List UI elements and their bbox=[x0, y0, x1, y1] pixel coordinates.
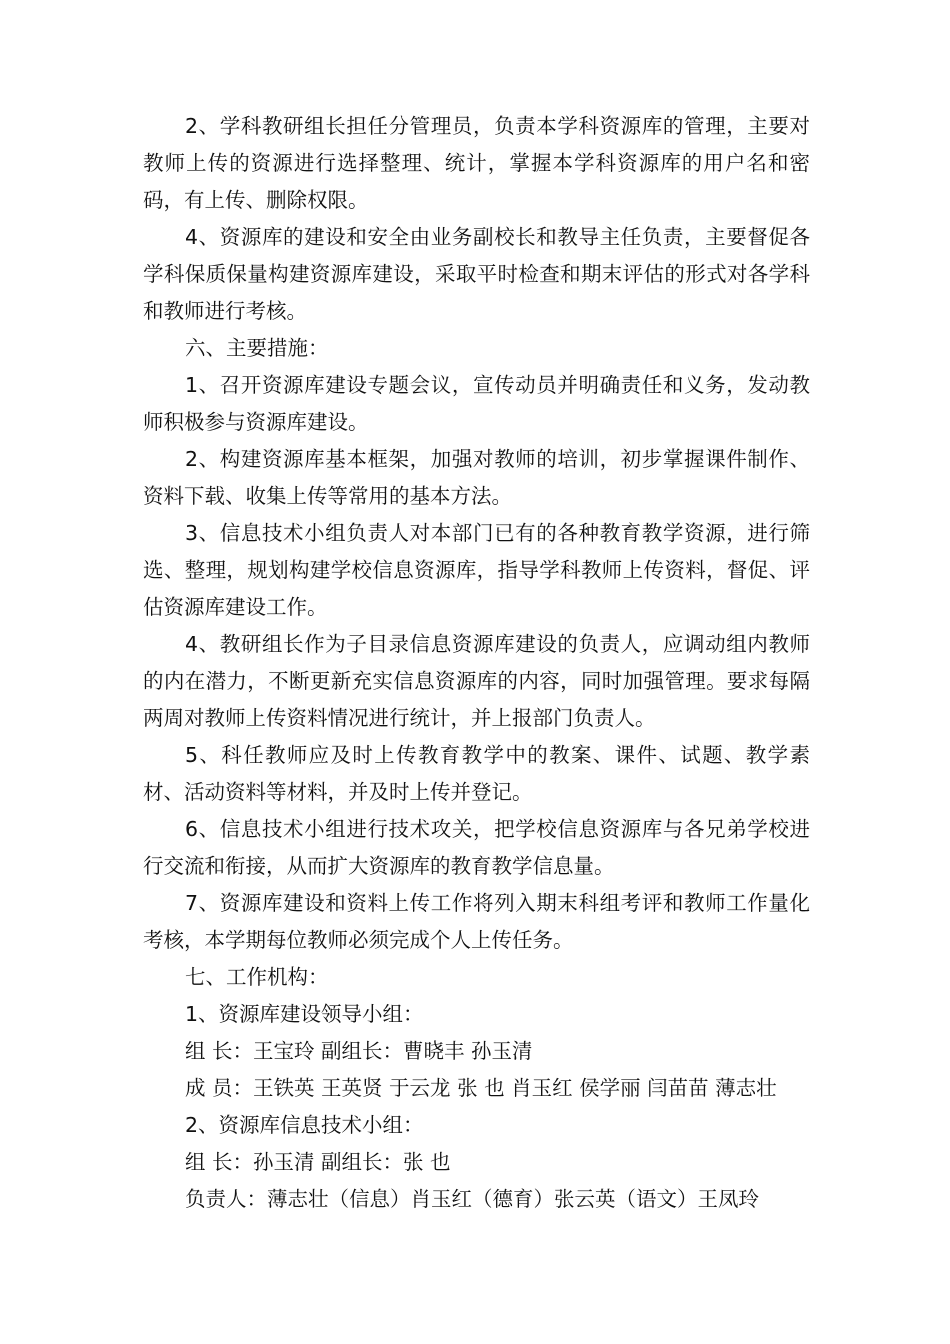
paragraph-security-duty: 4、资源库的建设和安全由业务副校长和教导主任负责，主要督促各学科保质保量构建资源库建设，采取平时检查和期末评估的形式对各学科和教师进行考核。 bbox=[143, 225, 810, 323]
measure-item-7: 7、资源库建设和资料上传工作将列入期末科组考评和教师工作量化考核，本学期每位教师必须完成个人上传任务。 bbox=[143, 891, 810, 952]
measure-item-6: 6、信息技术小组进行技术攻关，把学校信息资源库与各兄弟学校进行交流和衔接，从而扩大资源库的教育教学信息量。 bbox=[143, 817, 810, 878]
group1-leaders: 组 长：王宝玲 副组长：曹晓丰 孙玉清 bbox=[185, 1039, 533, 1063]
paragraph-admin-duty: 2、学科教研组长担任分管理员，负责本学科资源库的管理，主要对教师上传的资源进行选择整理、统计，掌握本学科资源库的用户名和密码，有上传、删除权限。 bbox=[143, 114, 810, 212]
measure-item-2: 2、构建资源库基本框架，加强对教师的培训，初步掌握课件制作、资料下载、收集上传等常用的基本方法。 bbox=[143, 447, 810, 508]
section-heading-measures: 六、主要措施： bbox=[185, 336, 329, 360]
measure-item-1: 1、召开资源库建设专题会议，宣传动员并明确责任和义务，发动教师积极参与资源库建设。 bbox=[143, 373, 810, 434]
group1-title: 1、资源库建设领导小组： bbox=[185, 1002, 424, 1026]
measure-item-3: 3、信息技术小组负责人对本部门已有的各种教育教学资源，进行筛选、整理，规划构建学校信息资源库，指导学科教师上传资料，督促、评估资源库建设工作。 bbox=[143, 521, 810, 619]
section-heading-organization: 七、工作机构： bbox=[185, 965, 329, 989]
group2-title: 2、资源库信息技术小组： bbox=[185, 1113, 424, 1137]
group1-members: 成 员：王铁英 王英贤 于云龙 张 也 肖玉红 侯学丽 闫苗苗 薄志壮 bbox=[185, 1076, 777, 1100]
measure-item-4: 4、教研组长作为子目录信息资源库建设的负责人，应调动组内教师的内在潜力，不断更新充实信息资源库的内容，同时加强管理。要求每隔两周对教师上传资料情况进行统计，并上报部门负责人。 bbox=[143, 632, 810, 730]
measure-item-5: 5、科任教师应及时上传教育教学中的教案、课件、试题、教学素材、活动资料等材料，并及时上传并登记。 bbox=[143, 743, 810, 804]
group2-leaders: 组 长：孙玉清 副组长：张 也 bbox=[185, 1150, 451, 1174]
group2-responsible: 负责人：薄志壮（信息）肖玉红（德育）张云英（语文）王凤玲 bbox=[185, 1187, 759, 1211]
